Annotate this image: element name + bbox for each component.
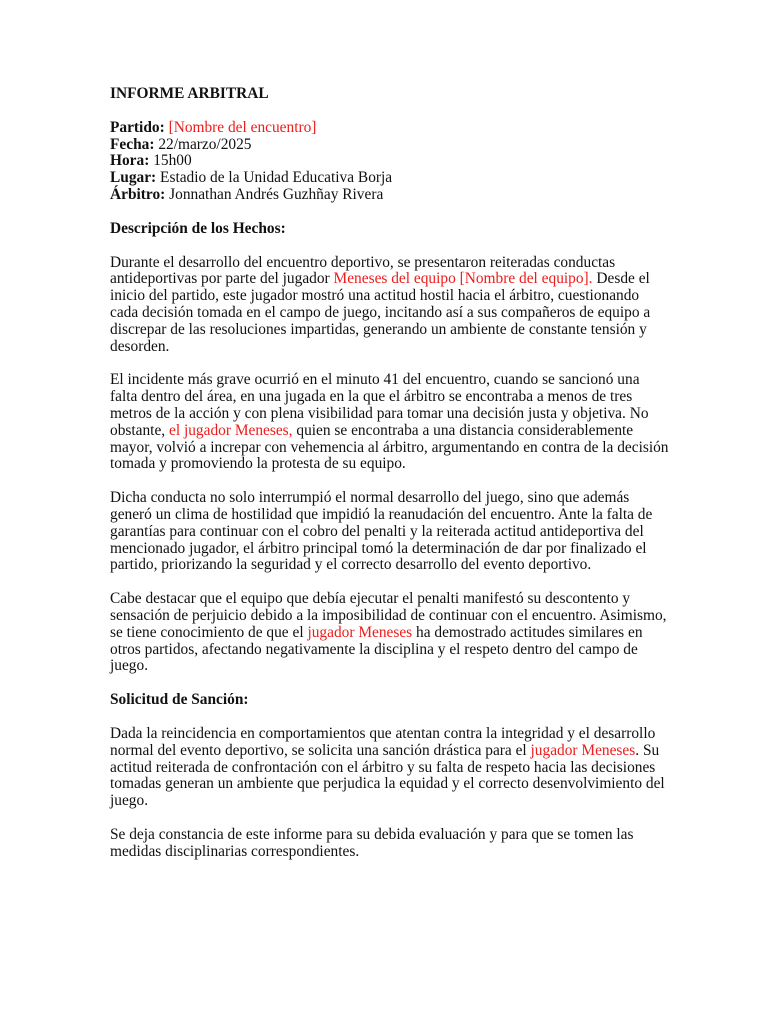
document-body	[110, 86, 670, 877]
facts-paragraph-3: Dicha conducta no solo interrumpió el normal desarrollo del juego, sino que además generó un clima de hostilidad que impidió la reanudación del encuentro. Ante la falta de garantías para continuar con el cobro del penalti y la reiterada actitud antideportiva del mencionado jugador, el árbitro principal tomó la determinación de dar por finalizado el partido, priorizando la seguridad y el correcto desarrollo del evento deportivo.	[110, 489, 653, 574]
closing-paragraph: Se deja constancia de este informe para su debida evaluación y para que se tomen las medidas disciplinarias correspondientes.	[110, 825, 634, 860]
facts-p4-text-b: ha demostrado actitudes similares en otros partidos, afectando negativamente la disciplina y el respeto dentro del campo de juego.	[110, 623, 643, 675]
match-line	[110, 120, 670, 137]
time-label: Hora:	[110, 152, 150, 170]
match-label: Partido:	[110, 118, 165, 136]
referee-label: Árbitro:	[110, 185, 166, 203]
date-label: Fecha:	[110, 135, 155, 153]
date-value: 22/marzo/2025	[158, 135, 252, 153]
sanction-text-b: . Su actitud reiterada de confrontación con el árbitro y su falta de respeto hacia las decisiones tomadas generan un ambiente que perjudica la equidad y el correcto desenvolvimiento del juego.	[110, 741, 665, 810]
facts-p2-text-a: El incidente más grave ocurrió en el minuto 41 del encuentro, cuando se sancionó una falta dentro del área, en una jugada en la que el árbitro se encontraba a menos de tres metros de la acción y con plena visibilidad para tomar una decisión justa y objetiva. No obstante,	[110, 371, 649, 439]
facts-paragraph-1	[110, 255, 670, 356]
facts-p1-text-b: Desde el inicio del partido, este jugador mostró una actitud hostil hacia el árbitro, cuestionando cada decisión tomada en el campo de juego, incitando así a sus compañeros de equipo a discrepar de las resoluciones impartidas, generando un ambiente de constante tensión y desorden.	[110, 270, 651, 355]
facts-paragraph-2	[110, 372, 670, 473]
time-line	[110, 153, 670, 170]
referee-line	[110, 187, 670, 204]
match-value: [Nombre del encuentro]	[168, 118, 317, 136]
sanction-paragraph	[110, 726, 670, 810]
facts-p2-text-b: quien se encontraba a una distancia considerablemente mayor, volvió a increpar con vehemencia al árbitro, argumentando en contra de la decisión tomada y promoviendo la protesta de su equipo.	[110, 421, 669, 473]
referee-value: Jonnathan Andrés Guzhñay Rivera	[169, 185, 384, 203]
place-value: Estadio de la Unidad Educativa Borja	[160, 169, 393, 187]
report-title: INFORME ARBITRAL	[110, 85, 269, 102]
place-label: Lugar:	[110, 169, 157, 187]
time-value: 15h00	[153, 152, 192, 170]
facts-heading: Descripción de los Hechos:	[110, 219, 286, 237]
sanction-heading: Solicitud de Sanción:	[110, 691, 249, 709]
facts-p4-text-a: Cabe destacar que el equipo que debía ejecutar el penalti manifestó su descontento y sensación de perjuicio debido a la imposibilidad de continuar con el encuentro. Asimismo, se tiene conocimiento de que el	[110, 590, 667, 641]
facts-p1-highlight: Meneses del equipo [Nombre del equipo].	[333, 270, 593, 288]
place-line	[110, 170, 670, 187]
facts-p1-text-a: Durante el desarrollo del encuentro deportivo, se presentaron reiteradas conductas antideportivas por parte del jugador	[110, 253, 616, 288]
sanction-text-a: Dada la reincidencia en comportamientos que atentan contra la integridad y el desarrollo normal del evento deportivo, se solicita una sanción drástica para el	[110, 724, 656, 759]
facts-p2-highlight: el jugador Meneses,	[169, 421, 293, 439]
date-line	[110, 137, 670, 154]
report-metadata	[110, 120, 670, 204]
facts-paragraph-4	[110, 591, 670, 675]
facts-p4-highlight: jugador Meneses	[307, 623, 413, 641]
sanction-highlight: jugador Meneses	[530, 741, 636, 759]
